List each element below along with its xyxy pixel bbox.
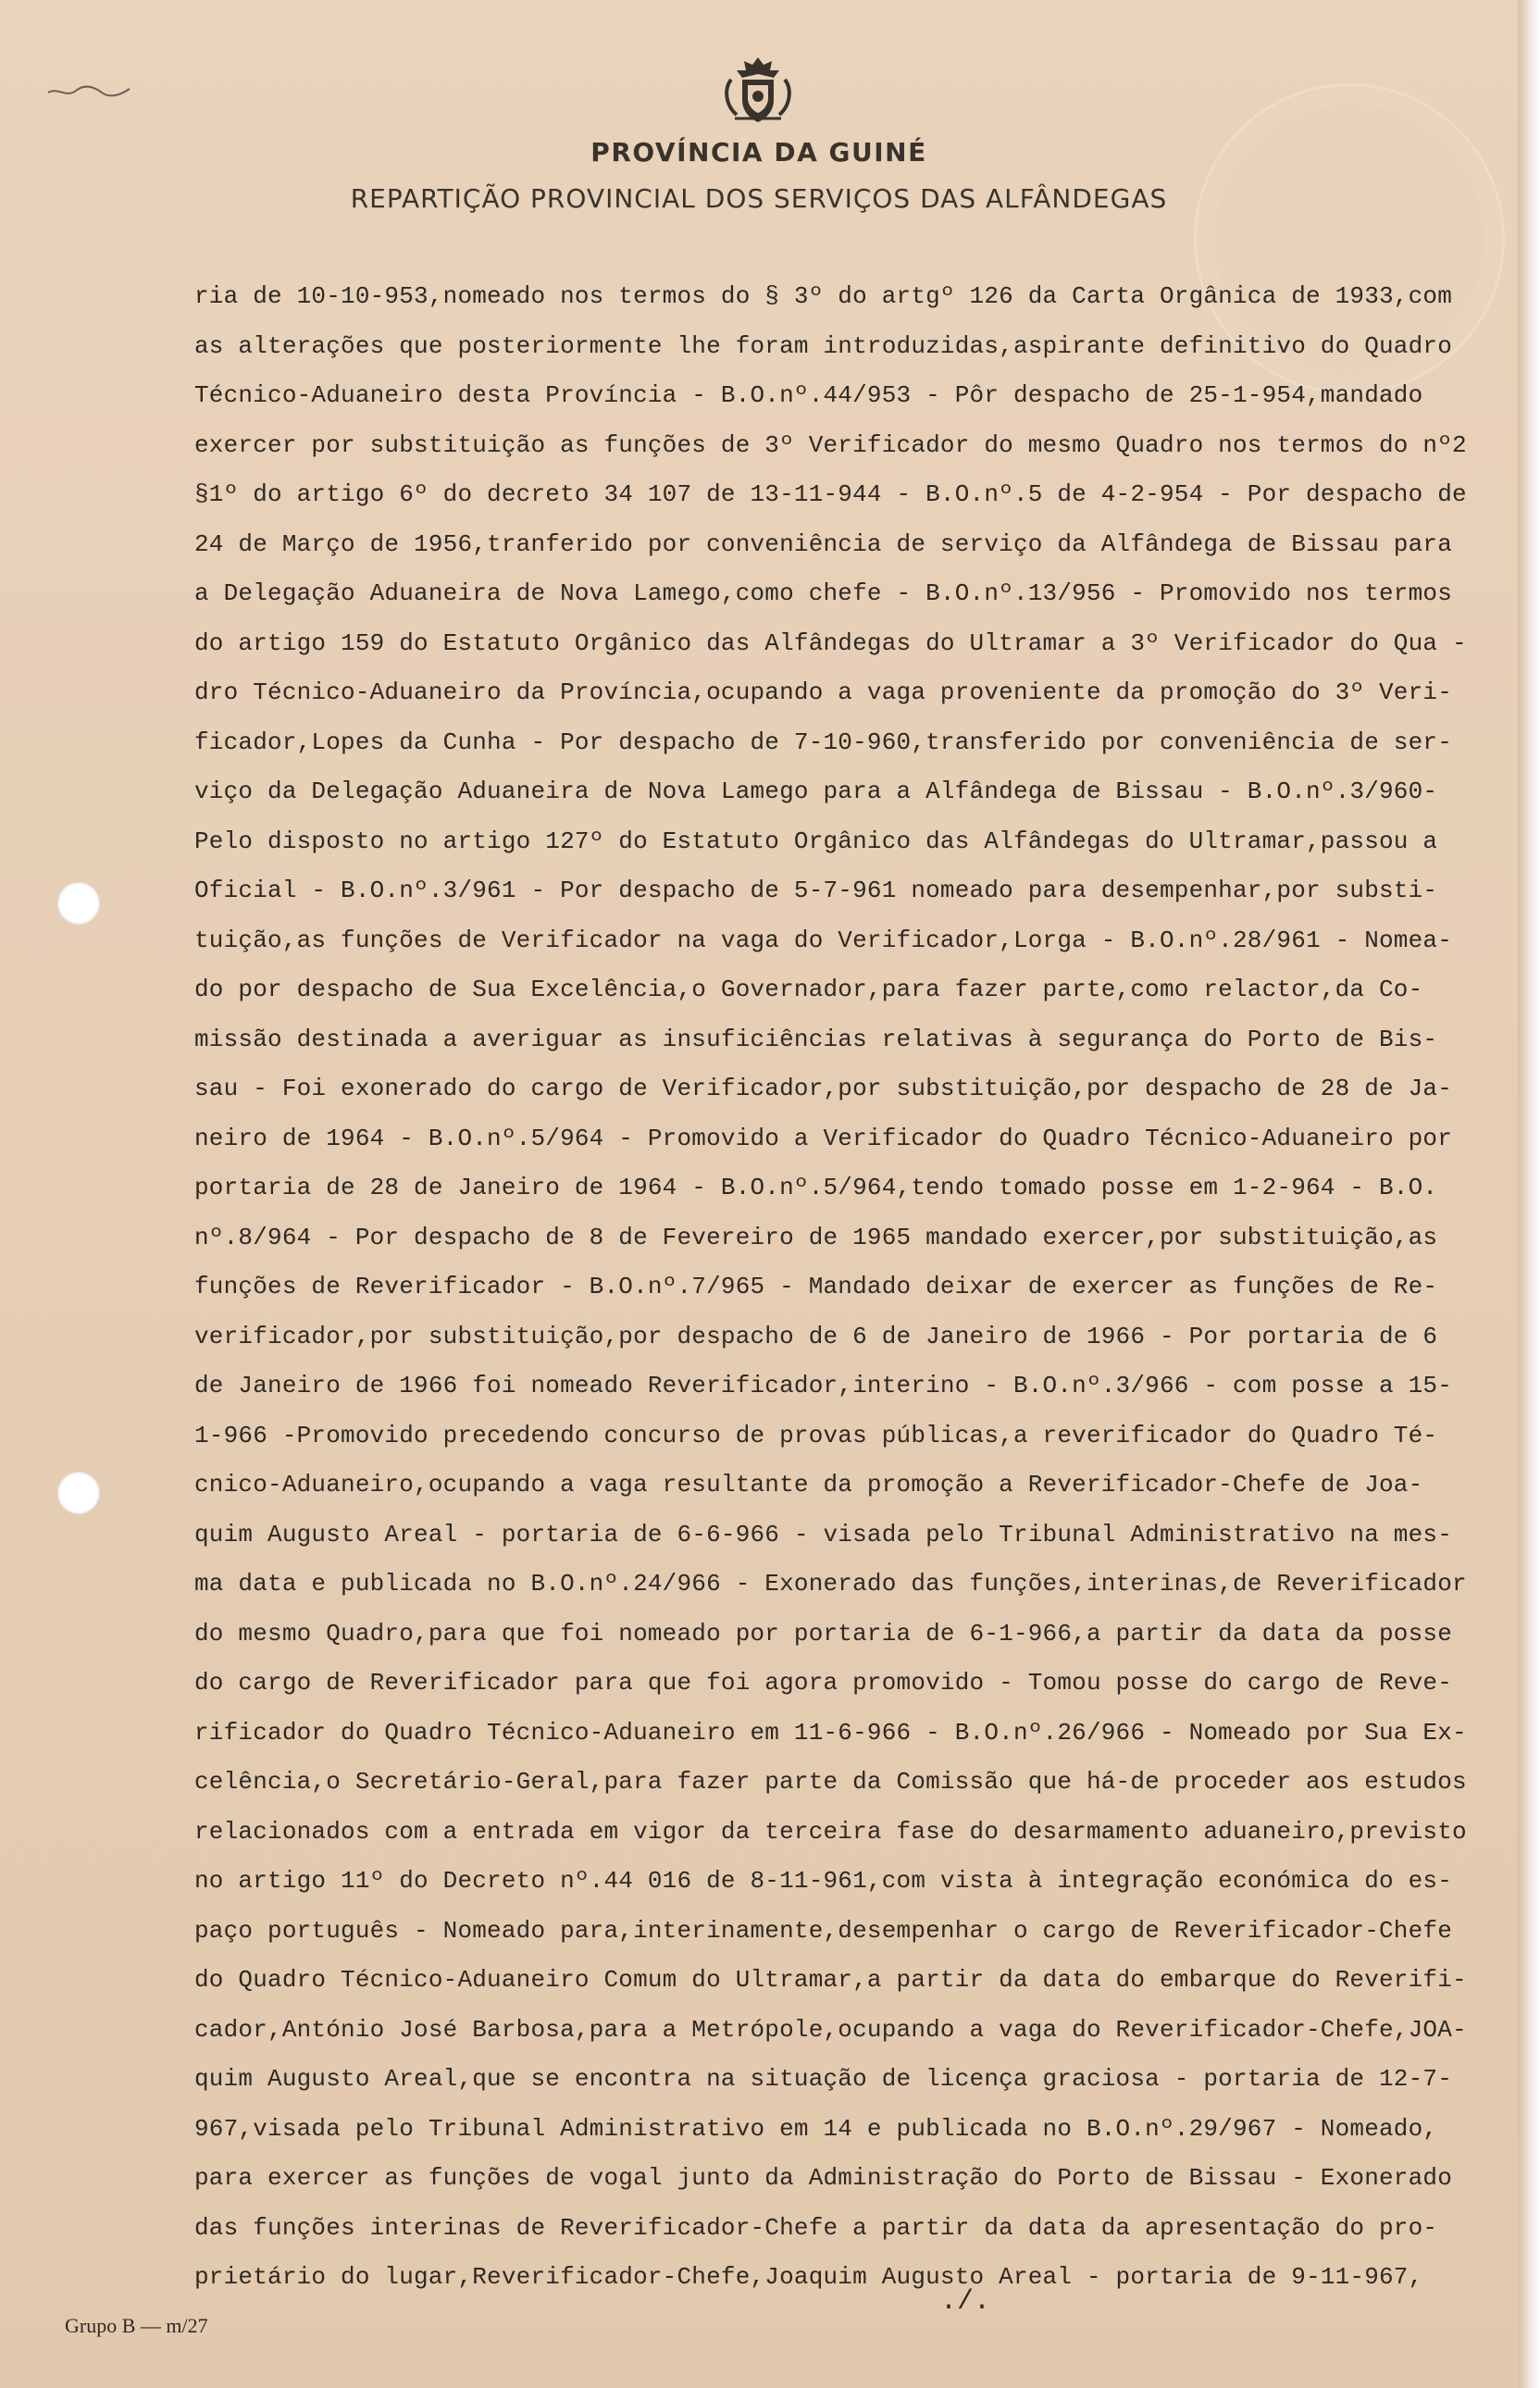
- text-line: Técnico-Aduaneiro desta Província - B.O.nº.44/953 - Pôr despacho de 25-1-954,mandado: [194, 381, 1423, 409]
- text-line: 1-966 -Promovido precedendo concurso de provas públicas,a reverificador do Quadro Té-: [194, 1421, 1438, 1449]
- text-line: no artigo 11º do Decreto nº.44 016 de 8-11-961,com vista à integração económica do es-: [194, 1867, 1453, 1895]
- text-line: sau - Foi exonerado do cargo de Verificador,por substituição,por despacho de 28 de Ja-: [194, 1075, 1453, 1102]
- text-line: do artigo 159 do Estatuto Orgânico das Alfândegas do Ultramar a 3º Verificador do Qua -: [194, 628, 1467, 657]
- text-line: funções de Reverificador - B.O.nº.7/965 - Mandado deixar de exercer as funções de Re-: [194, 1273, 1438, 1300]
- text-line: celência,o Secretário-Geral,para fazer parte da Comissão que há-de proceder aos estudos: [194, 1768, 1467, 1796]
- text-line: do cargo de Reverificador para que foi agora promovido - Tomou posse do cargo de Reve-: [194, 1669, 1453, 1697]
- text-line: do por despacho de Sua Excelência,o Governador,para fazer parte,como relactor,da Co-: [194, 976, 1423, 1003]
- text-line: de Janeiro de 1966 foi nomeado Reverificador,interino - B.O.nº.3/966 - com posse a 15-: [194, 1372, 1453, 1399]
- text-line: rificador do Quadro Técnico-Aduaneiro em 11-6-966 - B.O.nº.26/966 - Nomeado por Sua Ex-: [194, 1718, 1467, 1747]
- text-line: missão destinada a averiguar as insuficiências relativas à segurança do Porto de Bis-: [194, 1025, 1438, 1053]
- text-line: viço da Delegação Aduaneira de Nova Lamego para a Alfândega de Bissau - B.O.nº.3/960-: [194, 777, 1438, 805]
- text-line: §1º do artigo 6º do decreto 34 107 de 13-11-944 - B.O.nº.5 de 4-2-954 - Por despacho de: [194, 480, 1467, 508]
- text-line: tuição,as funções de Verificador na vaga do Verificador,Lorga - B.O.nº.28/961 - Nomea-: [194, 926, 1453, 954]
- province-title: PROVÍNCIA DA GUINÉ: [590, 137, 927, 168]
- punch-hole: [57, 1472, 100, 1514]
- text-line: ma data e publicada no B.O.nº.24/966 - Exonerado das funções,interinas,de Reverificador: [194, 1570, 1467, 1598]
- text-line: paço português - Nomeado para,interinamente,desempenhar o cargo de Reverificador-Chefe: [194, 1916, 1453, 1945]
- text-line: relacionados com a entrada em vigor da terceira fase do desarmamento aduaneiro,previsto: [194, 1817, 1467, 1846]
- punch-hole: [57, 882, 100, 925]
- text-line: do Quadro Técnico-Aduaneiro Comum do Ultramar,a partir da data do embarque do Reverifi-: [194, 1966, 1467, 1994]
- text-line: dro Técnico-Aduaneiro da Província,ocupando a vaga proveniente da promoção do 3º Veri-: [194, 678, 1453, 706]
- text-line: Pelo disposto no artigo 127º do Estatuto Orgânico das Alfândegas do Ultramar,passou a: [194, 827, 1438, 855]
- text-line: do mesmo Quadro,para que foi nomeado por portaria de 6-1-966,a partir da data da posse: [194, 1619, 1453, 1648]
- text-line: cador,António José Barbosa,para a Metrópole,ocupando a vaga do Reverificador-Chefe,JOA-: [194, 2015, 1467, 2044]
- text-line: as alterações que posteriormente lhe foram introduzidas,aspirante definitivo do Quadro: [194, 331, 1453, 360]
- pencil-mark: [44, 78, 137, 106]
- text-line: quim Augusto Areal,que se encontra na situação de licença graciosa - portaria de 12-7-: [194, 2065, 1453, 2093]
- text-line: verificador,por substituição,por despacho de 6 de Janeiro de 1966 - Por portaria de 6: [194, 1322, 1438, 1350]
- text-line: prietário do lugar,Reverificador-Chefe,Joaquim Augusto Areal - portaria de 9-11-967,: [194, 2263, 1423, 2291]
- coat-of-arms-icon: [718, 54, 798, 128]
- text-line: quim Augusto Areal - portaria de 6-6-966 - visada pelo Tribunal Administrativo na mes-: [194, 1520, 1453, 1548]
- text-line: 967,visada pelo Tribunal Administrativo em 14 e publicada no B.O.nº.29/967 - Nomeado,: [194, 2114, 1438, 2143]
- text-line: portaria de 28 de Janeiro de 1964 - B.O.nº.5/964,tendo tomado posse em 1-2-964 - B.O.: [194, 1174, 1438, 1201]
- document-body: [194, 272, 1472, 2303]
- text-line: 24 de Março de 1956,tranferido por conveniência de serviço da Alfândega de Bissau para: [194, 529, 1453, 558]
- continuation-mark: ./.: [940, 2286, 991, 2318]
- department-subtitle: REPARTIÇÃO PROVINCIAL DOS SERVIÇOS DAS ALFÂNDEGAS: [350, 183, 1168, 214]
- text-line: a Delegação Aduaneira de Nova Lamego,como chefe - B.O.nº.13/956 - Promovido nos termos: [194, 579, 1453, 607]
- text-line: cnico-Aduaneiro,ocupando a vaga resultante da promoção a Reverificador-Chefe de Joa-: [194, 1471, 1423, 1499]
- page-edge: [1518, 0, 1540, 2388]
- text-line: neiro de 1964 - B.O.nº.5/964 - Promovido a Verificador do Quadro Técnico-Aduaneiro por: [194, 1124, 1453, 1152]
- text-line: exercer por substituição as funções de 3º Verificador do mesmo Quadro nos termos do nº2: [194, 430, 1467, 459]
- text-line: das funções interinas de Reverificador-Chefe a partir da data da apresentação do pro-: [194, 2213, 1438, 2242]
- text-line: para exercer as funções de vogal junto da Administração do Porto de Bissau - Exonerado: [194, 2164, 1453, 2192]
- form-code: Grupo B — m/27: [65, 2314, 208, 2337]
- text-line: nº.8/964 - Por despacho de 8 de Fevereiro de 1965 mandado exercer,por substituição,as: [194, 1223, 1438, 1251]
- text-line: Oficial - B.O.nº.3/961 - Por despacho de 5-7-961 nomeado para desempenhar,por substi-: [194, 877, 1438, 904]
- text-line: ria de 10-10-953,nomeado nos termos do § 3º do artgº 126 da Carta Orgânica de 1933,com: [194, 282, 1453, 310]
- text-line: ficador,Lopes da Cunha - Por despacho de 7-10-960,transferido por conveniência de ser-: [194, 728, 1453, 756]
